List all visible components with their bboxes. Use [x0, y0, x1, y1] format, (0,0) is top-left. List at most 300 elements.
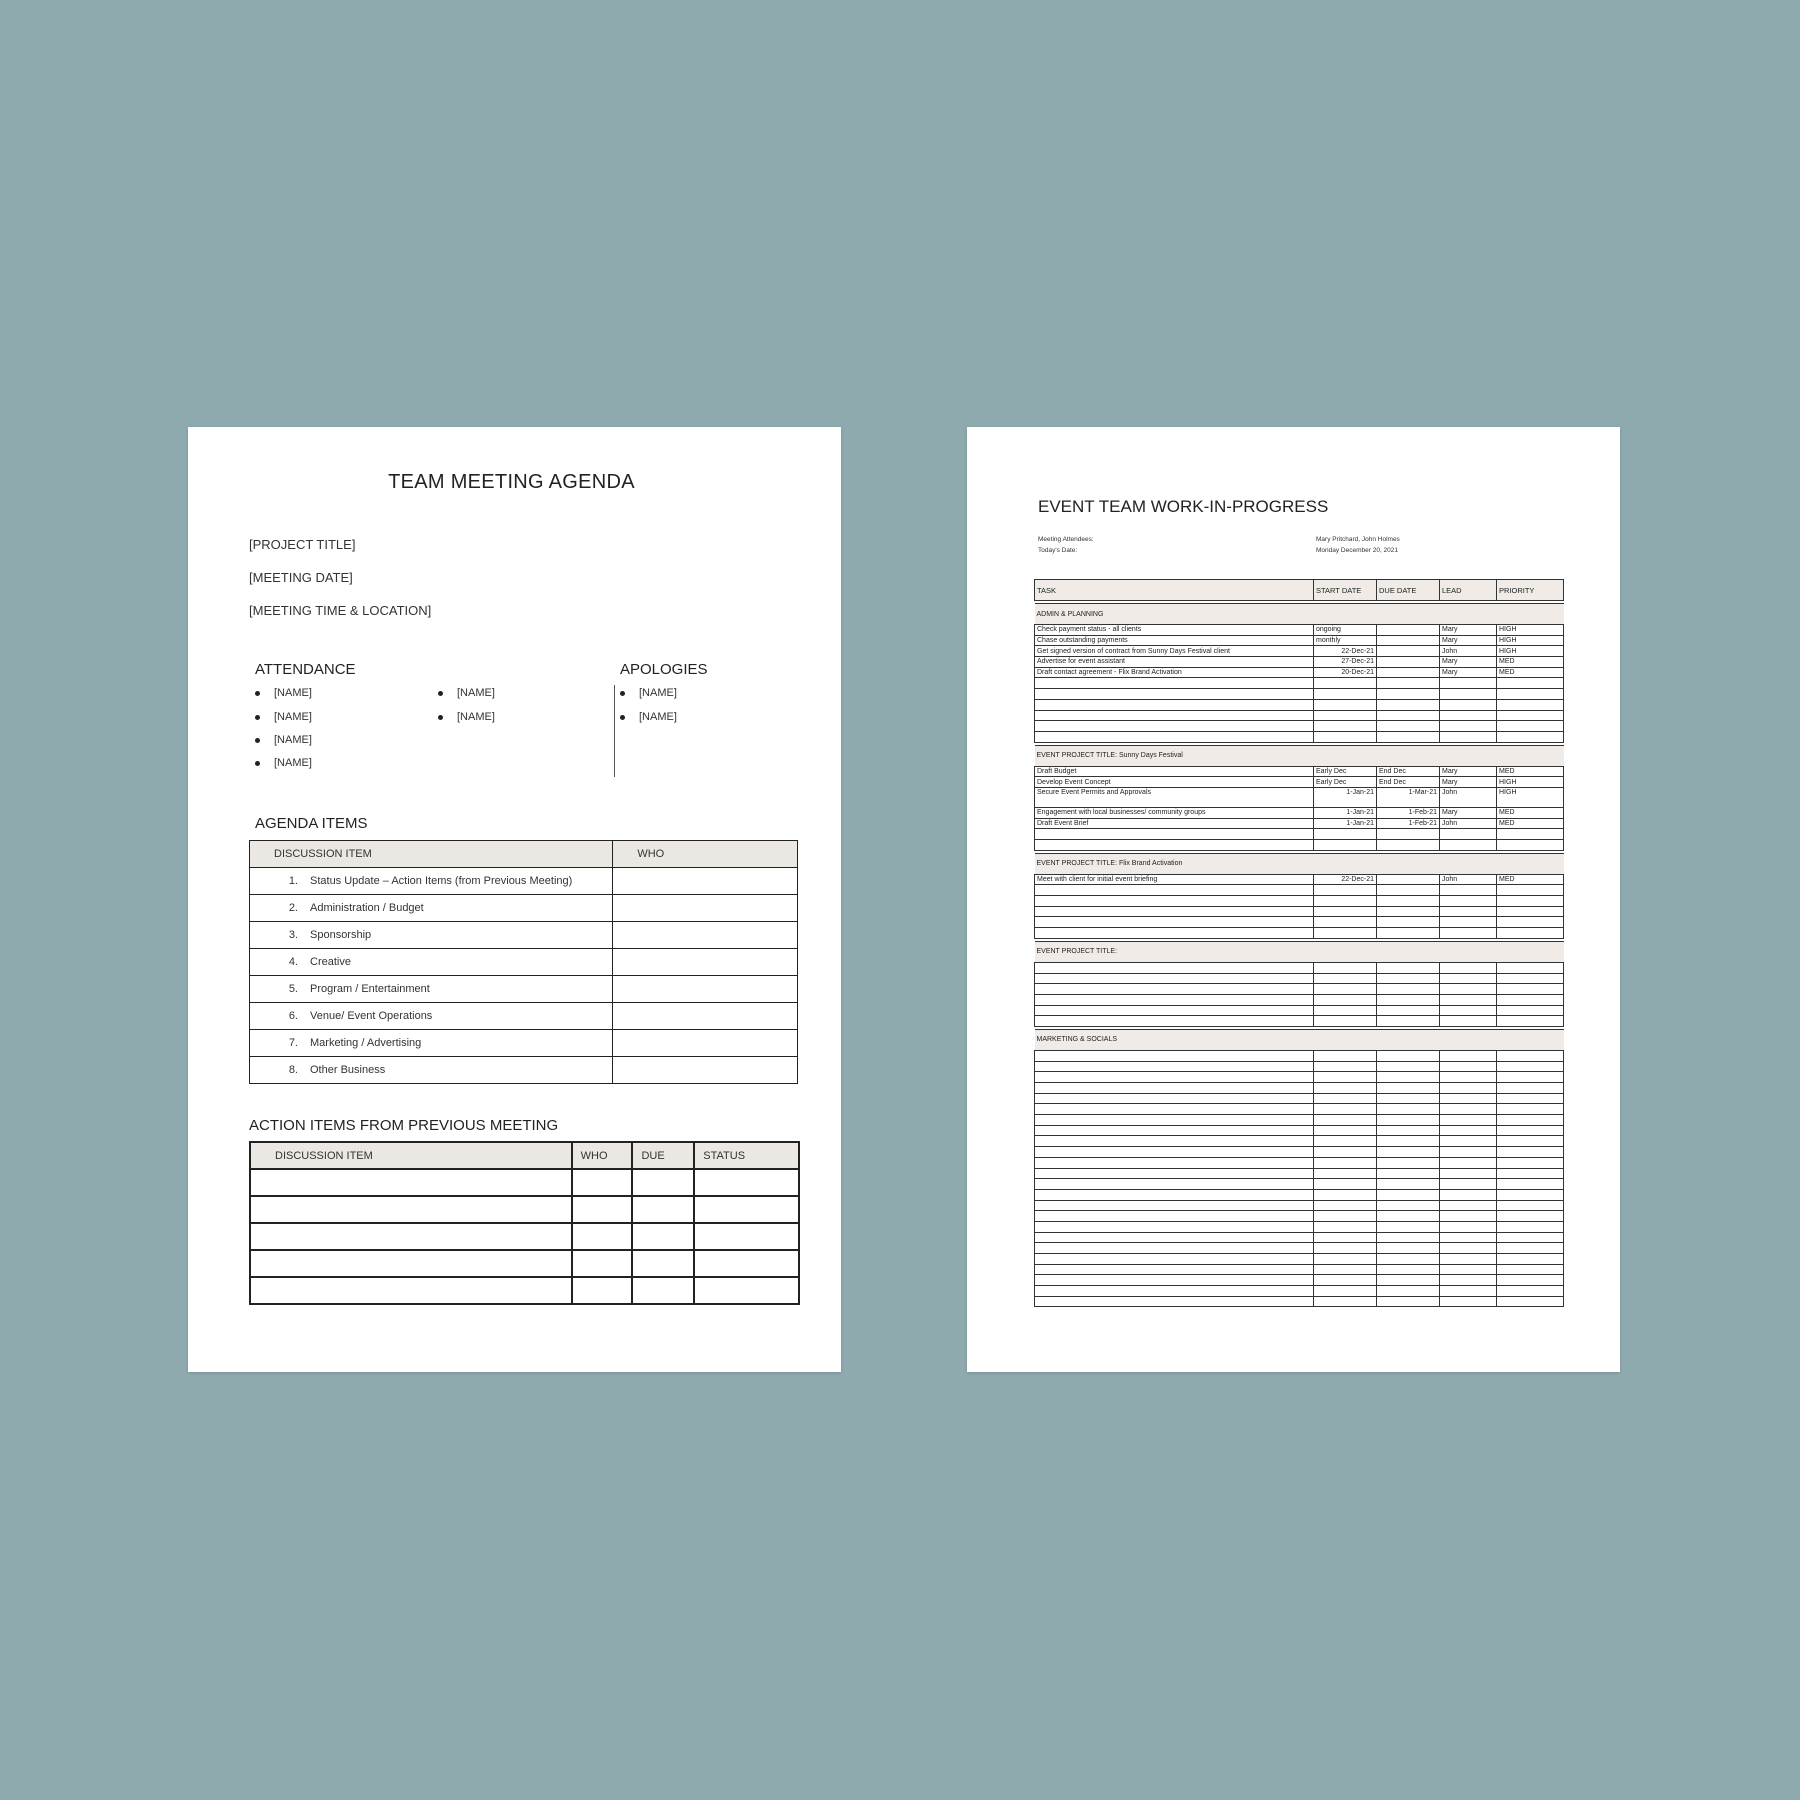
start-date-cell[interactable]: [1314, 1147, 1377, 1158]
start-date-cell[interactable]: 1-Jan-21: [1314, 787, 1377, 807]
start-date-cell[interactable]: [1314, 984, 1377, 995]
priority-cell[interactable]: [1497, 710, 1564, 721]
task-cell[interactable]: [1035, 840, 1314, 851]
task-cell[interactable]: [1035, 689, 1314, 700]
lead-cell[interactable]: [1440, 984, 1497, 995]
lead-cell[interactable]: [1440, 1211, 1497, 1222]
due-cell[interactable]: [632, 1196, 694, 1223]
priority-cell[interactable]: [1497, 885, 1564, 896]
status-cell[interactable]: [694, 1196, 799, 1223]
due-date-cell[interactable]: [1377, 699, 1440, 710]
start-date-cell[interactable]: Early Dec: [1314, 766, 1377, 777]
task-cell[interactable]: [1035, 1147, 1314, 1158]
priority-cell[interactable]: [1497, 1104, 1564, 1115]
lead-cell[interactable]: [1440, 699, 1497, 710]
due-date-cell[interactable]: 1-Feb-21: [1377, 807, 1440, 818]
start-date-cell[interactable]: [1314, 689, 1377, 700]
start-date-cell[interactable]: [1314, 928, 1377, 939]
due-date-cell[interactable]: [1377, 973, 1440, 984]
lead-cell[interactable]: Mary: [1440, 807, 1497, 818]
start-date-cell[interactable]: 27-Dec-21: [1314, 657, 1377, 668]
task-cell[interactable]: [1035, 1072, 1314, 1083]
due-date-cell[interactable]: [1377, 710, 1440, 721]
due-date-cell[interactable]: [1377, 1050, 1440, 1061]
due-date-cell[interactable]: End Dec: [1377, 766, 1440, 777]
agenda-who-cell[interactable]: [613, 949, 798, 976]
due-date-cell[interactable]: End Dec: [1377, 777, 1440, 788]
lead-cell[interactable]: Mary: [1440, 625, 1497, 636]
agenda-item-cell[interactable]: [250, 1057, 613, 1084]
who-cell[interactable]: [572, 1250, 633, 1277]
task-cell[interactable]: [1035, 1093, 1314, 1104]
priority-cell[interactable]: HIGH: [1497, 625, 1564, 636]
priority-cell[interactable]: [1497, 1296, 1564, 1307]
due-date-cell[interactable]: [1377, 840, 1440, 851]
task-cell[interactable]: [1035, 1286, 1314, 1297]
agenda-who-cell[interactable]: [613, 976, 798, 1003]
lead-cell[interactable]: Mary: [1440, 777, 1497, 788]
due-date-cell[interactable]: [1377, 1016, 1440, 1027]
task-cell[interactable]: [1035, 1115, 1314, 1126]
priority-cell[interactable]: [1497, 1200, 1564, 1211]
who-cell[interactable]: [572, 1169, 633, 1196]
lead-cell[interactable]: [1440, 1275, 1497, 1286]
task-cell[interactable]: [1035, 1157, 1314, 1168]
task-cell[interactable]: Draft Budget: [1035, 766, 1314, 777]
start-date-cell[interactable]: [1314, 1157, 1377, 1168]
lead-cell[interactable]: [1440, 928, 1497, 939]
task-cell[interactable]: [1035, 721, 1314, 732]
lead-cell[interactable]: [1440, 1221, 1497, 1232]
due-date-cell[interactable]: [1377, 657, 1440, 668]
task-cell[interactable]: [1035, 1232, 1314, 1243]
lead-cell[interactable]: [1440, 1286, 1497, 1297]
priority-cell[interactable]: [1497, 1083, 1564, 1094]
lead-cell[interactable]: [1440, 689, 1497, 700]
priority-cell[interactable]: [1497, 1093, 1564, 1104]
due-date-cell[interactable]: [1377, 1179, 1440, 1190]
agenda-item-cell[interactable]: [250, 1003, 613, 1030]
task-cell[interactable]: [1035, 1275, 1314, 1286]
lead-cell[interactable]: [1440, 1296, 1497, 1307]
start-date-cell[interactable]: [1314, 1243, 1377, 1254]
due-date-cell[interactable]: [1377, 994, 1440, 1005]
lead-cell[interactable]: [1440, 973, 1497, 984]
priority-cell[interactable]: [1497, 928, 1564, 939]
lead-cell[interactable]: [1440, 1072, 1497, 1083]
due-date-cell[interactable]: [1377, 667, 1440, 678]
priority-cell[interactable]: [1497, 1254, 1564, 1265]
task-cell[interactable]: [1035, 829, 1314, 840]
priority-cell[interactable]: [1497, 1016, 1564, 1027]
discussion-item-cell[interactable]: [250, 1250, 572, 1277]
start-date-cell[interactable]: [1314, 896, 1377, 907]
due-date-cell[interactable]: [1377, 829, 1440, 840]
task-cell[interactable]: [1035, 984, 1314, 995]
due-date-cell[interactable]: [1377, 1232, 1440, 1243]
task-cell[interactable]: [1035, 1296, 1314, 1307]
task-cell[interactable]: [1035, 885, 1314, 896]
task-cell[interactable]: Draft contact agreement - Flix Brand Activation: [1035, 667, 1314, 678]
discussion-item-cell[interactable]: [250, 1277, 572, 1304]
due-date-cell[interactable]: [1377, 1221, 1440, 1232]
priority-cell[interactable]: [1497, 1147, 1564, 1158]
lead-cell[interactable]: John: [1440, 787, 1497, 807]
start-date-cell[interactable]: [1314, 1050, 1377, 1061]
lead-cell[interactable]: [1440, 1168, 1497, 1179]
due-date-cell[interactable]: [1377, 731, 1440, 742]
due-date-cell[interactable]: 1-Mar-21: [1377, 787, 1440, 807]
priority-cell[interactable]: [1497, 1232, 1564, 1243]
start-date-cell[interactable]: 1-Jan-21: [1314, 818, 1377, 829]
agenda-item-cell[interactable]: [250, 868, 613, 895]
task-cell[interactable]: [1035, 1264, 1314, 1275]
priority-cell[interactable]: MED: [1497, 657, 1564, 668]
task-cell[interactable]: [1035, 1168, 1314, 1179]
task-cell[interactable]: [1035, 1125, 1314, 1136]
task-cell[interactable]: Engagement with local businesses/ community groups: [1035, 807, 1314, 818]
priority-cell[interactable]: MED: [1497, 807, 1564, 818]
priority-cell[interactable]: HIGH: [1497, 646, 1564, 657]
task-cell[interactable]: [1035, 1200, 1314, 1211]
start-date-cell[interactable]: ongoing: [1314, 625, 1377, 636]
task-cell[interactable]: [1035, 1179, 1314, 1190]
task-cell[interactable]: [1035, 928, 1314, 939]
start-date-cell[interactable]: [1314, 994, 1377, 1005]
lead-cell[interactable]: [1440, 710, 1497, 721]
due-date-cell[interactable]: [1377, 1072, 1440, 1083]
task-cell[interactable]: [1035, 1189, 1314, 1200]
start-date-cell[interactable]: 20-Dec-21: [1314, 667, 1377, 678]
lead-cell[interactable]: [1440, 829, 1497, 840]
priority-cell[interactable]: [1497, 1005, 1564, 1016]
start-date-cell[interactable]: [1314, 1189, 1377, 1200]
due-cell[interactable]: [632, 1169, 694, 1196]
due-date-cell[interactable]: [1377, 917, 1440, 928]
lead-cell[interactable]: [1440, 1125, 1497, 1136]
lead-cell[interactable]: [1440, 896, 1497, 907]
lead-cell[interactable]: [1440, 1157, 1497, 1168]
start-date-cell[interactable]: [1314, 973, 1377, 984]
due-date-cell[interactable]: [1377, 678, 1440, 689]
start-date-cell[interactable]: [1314, 731, 1377, 742]
task-cell[interactable]: [1035, 731, 1314, 742]
priority-cell[interactable]: HIGH: [1497, 635, 1564, 646]
status-cell[interactable]: [694, 1169, 799, 1196]
priority-cell[interactable]: MED: [1497, 667, 1564, 678]
priority-cell[interactable]: [1497, 1168, 1564, 1179]
task-cell[interactable]: [1035, 1104, 1314, 1115]
priority-cell[interactable]: [1497, 1286, 1564, 1297]
due-date-cell[interactable]: [1377, 635, 1440, 646]
lead-cell[interactable]: [1440, 1200, 1497, 1211]
priority-cell[interactable]: [1497, 1221, 1564, 1232]
priority-cell[interactable]: [1497, 721, 1564, 732]
priority-cell[interactable]: [1497, 1157, 1564, 1168]
due-date-cell[interactable]: [1377, 962, 1440, 973]
due-date-cell[interactable]: [1377, 1168, 1440, 1179]
priority-cell[interactable]: [1497, 984, 1564, 995]
status-cell[interactable]: [694, 1277, 799, 1304]
start-date-cell[interactable]: [1314, 1104, 1377, 1115]
task-cell[interactable]: [1035, 699, 1314, 710]
priority-cell[interactable]: [1497, 1115, 1564, 1126]
task-cell[interactable]: Chase outstanding payments: [1035, 635, 1314, 646]
due-date-cell[interactable]: [1377, 1093, 1440, 1104]
who-cell[interactable]: [572, 1196, 633, 1223]
task-cell[interactable]: [1035, 1243, 1314, 1254]
task-cell[interactable]: [1035, 678, 1314, 689]
due-cell[interactable]: [632, 1250, 694, 1277]
due-date-cell[interactable]: [1377, 625, 1440, 636]
task-cell[interactable]: [1035, 906, 1314, 917]
due-date-cell[interactable]: [1377, 984, 1440, 995]
due-date-cell[interactable]: [1377, 874, 1440, 885]
lead-cell[interactable]: Mary: [1440, 657, 1497, 668]
lead-cell[interactable]: [1440, 906, 1497, 917]
status-cell[interactable]: [694, 1250, 799, 1277]
start-date-cell[interactable]: [1314, 1275, 1377, 1286]
task-cell[interactable]: Check payment status - all clients: [1035, 625, 1314, 636]
task-cell[interactable]: [1035, 973, 1314, 984]
lead-cell[interactable]: [1440, 840, 1497, 851]
due-date-cell[interactable]: [1377, 1125, 1440, 1136]
priority-cell[interactable]: MED: [1497, 818, 1564, 829]
priority-cell[interactable]: [1497, 731, 1564, 742]
agenda-who-cell[interactable]: [613, 868, 798, 895]
start-date-cell[interactable]: [1314, 829, 1377, 840]
priority-cell[interactable]: [1497, 1061, 1564, 1072]
discussion-item-cell[interactable]: [250, 1223, 572, 1250]
due-date-cell[interactable]: [1377, 1189, 1440, 1200]
start-date-cell[interactable]: [1314, 678, 1377, 689]
lead-cell[interactable]: [1440, 1136, 1497, 1147]
priority-cell[interactable]: [1497, 1179, 1564, 1190]
lead-cell[interactable]: John: [1440, 818, 1497, 829]
start-date-cell[interactable]: [1314, 1221, 1377, 1232]
due-date-cell[interactable]: [1377, 1211, 1440, 1222]
due-date-cell[interactable]: [1377, 1147, 1440, 1158]
start-date-cell[interactable]: [1314, 1232, 1377, 1243]
task-cell[interactable]: Secure Event Permits and Approvals: [1035, 787, 1314, 807]
start-date-cell[interactable]: [1314, 1016, 1377, 1027]
due-date-cell[interactable]: [1377, 885, 1440, 896]
priority-cell[interactable]: [1497, 973, 1564, 984]
task-cell[interactable]: [1035, 1005, 1314, 1016]
task-cell[interactable]: [1035, 994, 1314, 1005]
priority-cell[interactable]: HIGH: [1497, 787, 1564, 807]
task-cell[interactable]: [1035, 1254, 1314, 1265]
priority-cell[interactable]: [1497, 962, 1564, 973]
start-date-cell[interactable]: [1314, 840, 1377, 851]
agenda-item-cell[interactable]: [250, 895, 613, 922]
due-date-cell[interactable]: [1377, 1275, 1440, 1286]
who-cell[interactable]: [572, 1277, 633, 1304]
agenda-who-cell[interactable]: [613, 1057, 798, 1084]
agenda-item-cell[interactable]: [250, 949, 613, 976]
lead-cell[interactable]: [1440, 1254, 1497, 1265]
who-cell[interactable]: [572, 1223, 633, 1250]
start-date-cell[interactable]: [1314, 1211, 1377, 1222]
agenda-who-cell[interactable]: [613, 922, 798, 949]
lead-cell[interactable]: [1440, 1083, 1497, 1094]
task-cell[interactable]: [1035, 1050, 1314, 1061]
start-date-cell[interactable]: [1314, 1179, 1377, 1190]
start-date-cell[interactable]: [1314, 721, 1377, 732]
start-date-cell[interactable]: monthly: [1314, 635, 1377, 646]
start-date-cell[interactable]: [1314, 699, 1377, 710]
task-cell[interactable]: [1035, 1061, 1314, 1072]
priority-cell[interactable]: [1497, 689, 1564, 700]
due-date-cell[interactable]: [1377, 1286, 1440, 1297]
lead-cell[interactable]: [1440, 1016, 1497, 1027]
priority-cell[interactable]: [1497, 1136, 1564, 1147]
due-date-cell[interactable]: [1377, 1115, 1440, 1126]
lead-cell[interactable]: Mary: [1440, 635, 1497, 646]
task-cell[interactable]: Draft Event Brief: [1035, 818, 1314, 829]
agenda-item-cell[interactable]: [250, 976, 613, 1003]
start-date-cell[interactable]: [1314, 710, 1377, 721]
task-cell[interactable]: Get signed version of contract from Sunny Days Festival client: [1035, 646, 1314, 657]
agenda-item-cell[interactable]: [250, 1030, 613, 1057]
priority-cell[interactable]: MED: [1497, 766, 1564, 777]
priority-cell[interactable]: [1497, 1275, 1564, 1286]
lead-cell[interactable]: [1440, 1179, 1497, 1190]
lead-cell[interactable]: [1440, 678, 1497, 689]
priority-cell[interactable]: [1497, 1243, 1564, 1254]
task-cell[interactable]: [1035, 1136, 1314, 1147]
lead-cell[interactable]: [1440, 1232, 1497, 1243]
priority-cell[interactable]: [1497, 994, 1564, 1005]
priority-cell[interactable]: [1497, 896, 1564, 907]
due-date-cell[interactable]: [1377, 1200, 1440, 1211]
start-date-cell[interactable]: [1314, 1115, 1377, 1126]
start-date-cell[interactable]: [1314, 885, 1377, 896]
due-date-cell[interactable]: [1377, 1083, 1440, 1094]
lead-cell[interactable]: [1440, 1061, 1497, 1072]
priority-cell[interactable]: [1497, 840, 1564, 851]
lead-cell[interactable]: [1440, 917, 1497, 928]
priority-cell[interactable]: [1497, 829, 1564, 840]
task-cell[interactable]: [1035, 1221, 1314, 1232]
agenda-who-cell[interactable]: [613, 1030, 798, 1057]
lead-cell[interactable]: [1440, 721, 1497, 732]
lead-cell[interactable]: [1440, 731, 1497, 742]
task-cell[interactable]: Meet with client for initial event briefing: [1035, 874, 1314, 885]
due-date-cell[interactable]: [1377, 689, 1440, 700]
task-cell[interactable]: [1035, 710, 1314, 721]
agenda-who-cell[interactable]: [613, 1003, 798, 1030]
lead-cell[interactable]: [1440, 1147, 1497, 1158]
due-date-cell[interactable]: [1377, 646, 1440, 657]
lead-cell[interactable]: [1440, 1189, 1497, 1200]
task-cell[interactable]: Advertise for event assistant: [1035, 657, 1314, 668]
start-date-cell[interactable]: [1314, 1254, 1377, 1265]
task-cell[interactable]: [1035, 917, 1314, 928]
discussion-item-cell[interactable]: [250, 1169, 572, 1196]
task-cell[interactable]: [1035, 1016, 1314, 1027]
start-date-cell[interactable]: [1314, 1136, 1377, 1147]
lead-cell[interactable]: [1440, 1264, 1497, 1275]
status-cell[interactable]: [694, 1223, 799, 1250]
due-date-cell[interactable]: [1377, 721, 1440, 732]
lead-cell[interactable]: [1440, 1115, 1497, 1126]
lead-cell[interactable]: John: [1440, 646, 1497, 657]
lead-cell[interactable]: Mary: [1440, 766, 1497, 777]
start-date-cell[interactable]: Early Dec: [1314, 777, 1377, 788]
start-date-cell[interactable]: [1314, 1083, 1377, 1094]
task-cell[interactable]: [1035, 896, 1314, 907]
agenda-who-cell[interactable]: [613, 895, 798, 922]
priority-cell[interactable]: [1497, 699, 1564, 710]
due-date-cell[interactable]: [1377, 1254, 1440, 1265]
lead-cell[interactable]: [1440, 1005, 1497, 1016]
start-date-cell[interactable]: [1314, 1005, 1377, 1016]
priority-cell[interactable]: MED: [1497, 874, 1564, 885]
due-cell[interactable]: [632, 1223, 694, 1250]
priority-cell[interactable]: [1497, 1125, 1564, 1136]
due-date-cell[interactable]: [1377, 1243, 1440, 1254]
start-date-cell[interactable]: 1-Jan-21: [1314, 807, 1377, 818]
start-date-cell[interactable]: [1314, 1125, 1377, 1136]
task-cell[interactable]: Develop Event Concept: [1035, 777, 1314, 788]
lead-cell[interactable]: [1440, 994, 1497, 1005]
start-date-cell[interactable]: [1314, 1286, 1377, 1297]
priority-cell[interactable]: [1497, 1264, 1564, 1275]
start-date-cell[interactable]: [1314, 962, 1377, 973]
discussion-item-cell[interactable]: [250, 1196, 572, 1223]
due-date-cell[interactable]: [1377, 928, 1440, 939]
start-date-cell[interactable]: [1314, 1093, 1377, 1104]
priority-cell[interactable]: [1497, 1211, 1564, 1222]
start-date-cell[interactable]: [1314, 917, 1377, 928]
lead-cell[interactable]: [1440, 962, 1497, 973]
due-date-cell[interactable]: [1377, 1005, 1440, 1016]
lead-cell[interactable]: [1440, 1243, 1497, 1254]
task-cell[interactable]: [1035, 1211, 1314, 1222]
priority-cell[interactable]: [1497, 1189, 1564, 1200]
priority-cell[interactable]: [1497, 678, 1564, 689]
priority-cell[interactable]: [1497, 917, 1564, 928]
start-date-cell[interactable]: [1314, 1200, 1377, 1211]
start-date-cell[interactable]: 22-Dec-21: [1314, 646, 1377, 657]
due-date-cell[interactable]: [1377, 1264, 1440, 1275]
due-date-cell[interactable]: [1377, 1296, 1440, 1307]
due-cell[interactable]: [632, 1277, 694, 1304]
task-cell[interactable]: [1035, 1083, 1314, 1094]
start-date-cell[interactable]: [1314, 1061, 1377, 1072]
due-date-cell[interactable]: [1377, 896, 1440, 907]
start-date-cell[interactable]: [1314, 1072, 1377, 1083]
due-date-cell[interactable]: [1377, 1104, 1440, 1115]
start-date-cell[interactable]: [1314, 906, 1377, 917]
due-date-cell[interactable]: [1377, 1136, 1440, 1147]
due-date-cell[interactable]: 1-Feb-21: [1377, 818, 1440, 829]
start-date-cell[interactable]: [1314, 1264, 1377, 1275]
priority-cell[interactable]: [1497, 906, 1564, 917]
lead-cell[interactable]: Mary: [1440, 667, 1497, 678]
lead-cell[interactable]: [1440, 1104, 1497, 1115]
lead-cell[interactable]: [1440, 1050, 1497, 1061]
task-cell[interactable]: [1035, 962, 1314, 973]
lead-cell[interactable]: John: [1440, 874, 1497, 885]
priority-cell[interactable]: HIGH: [1497, 777, 1564, 788]
due-date-cell[interactable]: [1377, 1157, 1440, 1168]
agenda-item-cell[interactable]: [250, 922, 613, 949]
due-date-cell[interactable]: [1377, 906, 1440, 917]
start-date-cell[interactable]: 22-Dec-21: [1314, 874, 1377, 885]
priority-cell[interactable]: [1497, 1072, 1564, 1083]
